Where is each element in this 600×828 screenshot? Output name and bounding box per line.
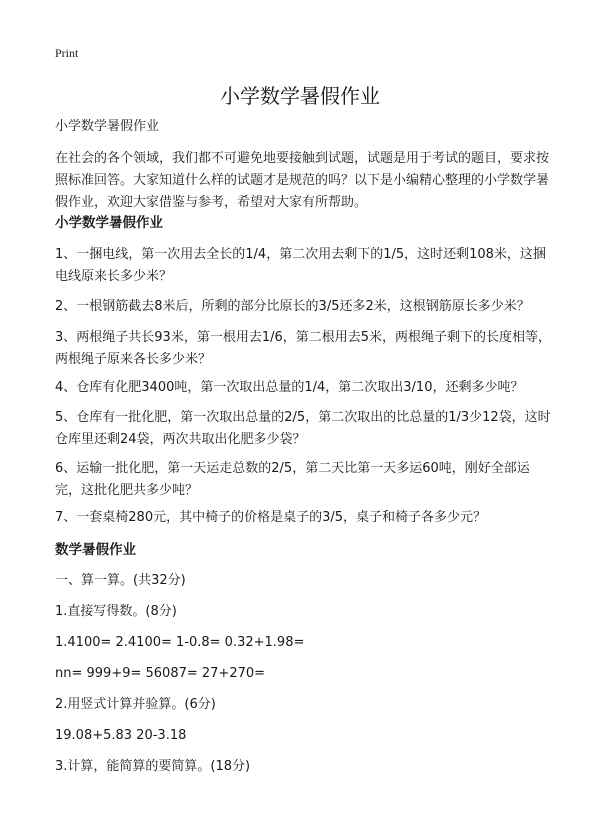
problem-1: 1、一捆电线，第一次用去全长的1/4，第二次用去剩下的1/5，这时还剩108米，这捆电线原来长多少米？ bbox=[55, 247, 546, 284]
question-3: 3.计算，能简算的要简算。(18分) bbox=[55, 759, 251, 774]
page-title: 小学数学暑假作业 bbox=[220, 84, 380, 108]
question-1-line-2: nn= 999+9= 56087= 27+270= bbox=[55, 666, 266, 681]
intro-paragraph: 在社会的各个领域，我们都不可避免地要接触到试题，试题是用于考试的题目，要求按照标准回答。大家知道什么样的试题才是规范的吗？以下是小编精心整理的小学数学暑假作业，欢迎大家借鉴与参考，希望对大家有所帮助。 bbox=[55, 151, 550, 210]
problem-5: 5、仓库有一批化肥，第一次取出总量的2/5，第二次取出的比总量的1/3少12袋，这时仓库里还剩24袋，两次共取出化肥多少袋？ bbox=[55, 410, 551, 447]
print-link[interactable]: Print bbox=[55, 46, 79, 60]
problem-2: 2、一根钢筋截去8米后，所剩的部分比原长的3/5还多2米，这根钢筋原长多少米？ bbox=[55, 299, 530, 314]
question-1-line-1: 1.4100= 2.4100= 1-0.8= 0.32+1.98= bbox=[55, 635, 305, 650]
question-2-line-1: 19.08+5.83 20-3.18 bbox=[55, 728, 187, 743]
problem-7: 7、一套桌椅280元，其中椅子的价格是桌子的3/5，桌子和椅子各多少元？ bbox=[55, 510, 487, 525]
problem-3: 3、两根绳子共长93米，第一根用去1/6，第二根用去5米，两根绳子剩下的长度相等，两根绳子原来各长多少米？ bbox=[55, 330, 552, 367]
question-1: 1.直接写得数。(8分) bbox=[55, 604, 177, 619]
subtitle: 小学数学暑假作业 bbox=[55, 119, 160, 134]
section-heading-primary: 小学数学暑假作业 bbox=[55, 215, 163, 231]
part-1-heading: 一、算一算。(共32分) bbox=[55, 573, 186, 588]
problem-4: 4、仓库有化肥3400吨，第一次取出总量的1/4，第二次取出3/10，还剩多少吨？ bbox=[55, 380, 524, 395]
section-heading-secondary: 数学暑假作业 bbox=[55, 542, 136, 558]
question-2: 2.用竖式计算并验算。(6分) bbox=[55, 697, 216, 712]
problem-6: 6、运输一批化肥，第一天运走总数的2/5，第二天比第一天多运60吨，刚好全部运完，这批化肥共多少吨？ bbox=[55, 461, 530, 498]
